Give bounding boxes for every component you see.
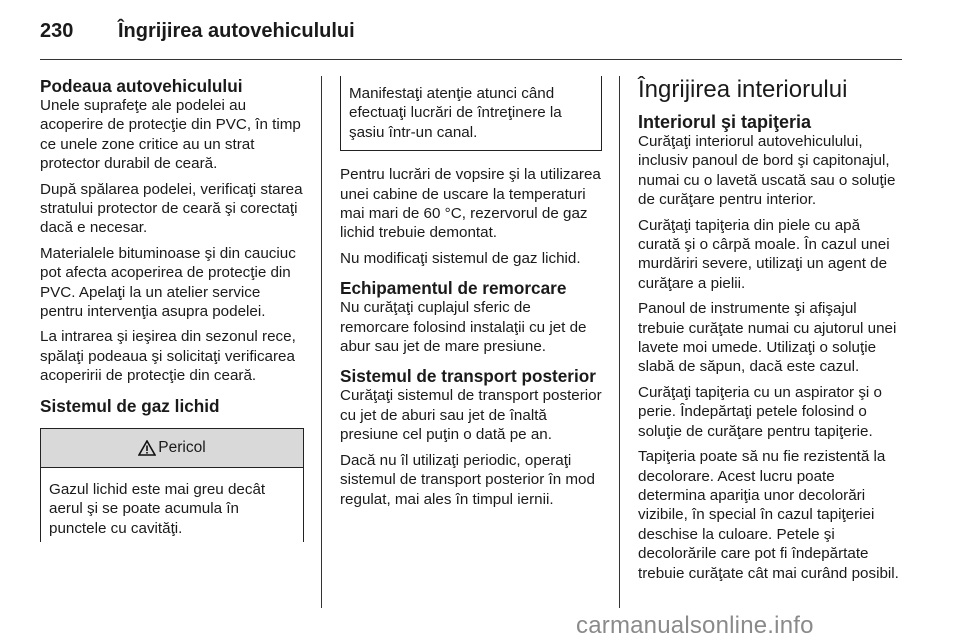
chapter-title: Îngrijirea autovehiculului [118, 20, 355, 42]
paragraph: Curăţaţi tapiţeria din piele cu apă curată şi o cârpă moale. În cazul unei murdăriri severe, utilizaţi un agent de curăţare a pielii. [638, 216, 890, 292]
section-title-lpg: Sistemul de gaz lichid [40, 395, 220, 416]
section-title-towing: Echipamentul de remorcare [340, 278, 567, 299]
warning-header [41, 428, 303, 468]
paragraph: Nu curăţaţi cuplajul sferic de remorcare folosind instalaţii cu jet de abur sau jet de mare presiune. [340, 299, 587, 356]
paragraph: După spălarea podelei, verificaţi starea stratului protector de ceară şi corectaţi dacă e necesar. [40, 180, 303, 237]
watermark: carmanualsonline.info [576, 612, 814, 639]
paragraph: Tapiţeria poate să nu fie rezistentă la decolorare. Acest lucru poate determina apariţia unor decolorări vizibile, în special în cazul tapiţeriei deschise la culoare. Petele şi decolorările care pot fi îndepărtate trebuie curăţate cât mai curând posibil. [638, 448, 899, 582]
note-box [340, 76, 602, 151]
warning-triangle-icon [138, 440, 156, 456]
paragraph: Materialele bituminoase şi din cauciuc pot afecta acoperirea de protecţie din PVC. Apelaţi la un atelier service pentru intervenţia asupra podelei. [40, 244, 296, 321]
page-header [40, 18, 902, 60]
paragraph: Unele suprafeţe ale podelei au acoperire de protecţie din PVC, în timp ce unele zone critice au un strat protector durabil de ceară. [40, 97, 301, 173]
paragraph: Curăţaţi interiorul autovehiculului, inclusiv panoul de bord şi capitonajul, numai cu o lavetă uscată sau o soluţie de curăţare pentru interior. [638, 133, 896, 209]
warning-title: Pericol [158, 438, 206, 456]
column-middle [340, 76, 602, 515]
paragraph: Curăţaţi tapiţeria cu un aspirator şi o perie. Îndepărtaţi petele folosind o soluţie de curăţare pentru tapiţerie. [638, 383, 882, 440]
warning-box [40, 428, 304, 542]
column-divider [619, 76, 620, 608]
warning-text: Gazul lichid este mai greu decât aerul şi se poate acumula în punctele cu cavităţi. [49, 480, 266, 537]
subsection-title-upholstery: Interiorul şi tapiţeria [638, 112, 812, 132]
page-number: 230 [40, 20, 74, 42]
section-title-floor: Podeaua autovehiculului [40, 76, 243, 96]
note-text: Manifestaţi atenţie atunci când efectuaţi lucrări de întreţinere la şasiu într-un canal. [349, 85, 562, 141]
paragraph: Panoul de instrumente şi afişajul trebuie curăţate numai cu ajutorul unei lavete moi umede. Utilizaţi o soluţie slabă de săpun, dacă este cazul. [638, 300, 897, 376]
column-right [638, 76, 902, 589]
paragraph: Nu modificaţi sistemul de gaz lichid. [340, 249, 581, 267]
paragraph: Curăţaţi sistemul de transport posterior cu jet de aburi sau jet de înaltă presiune cel puţin o dată pe an. [340, 387, 602, 444]
paragraph: Pentru lucrări de vopsire şi la utilizarea unei cabine de uscare la temperaturi mai mari de 60 °C, rezervorul de gaz lichid trebuie demontat. [340, 166, 601, 242]
section-title-interior: Îngrijirea interiorului [638, 76, 848, 103]
paragraph: La intrarea şi ieşirea din sezonul rece, spălaţi podeaua şi solicitaţi verificarea acoperirii de protecţie din ceară. [40, 328, 296, 385]
column-divider [321, 76, 322, 608]
section-title-rear-carrier: Sistemul de transport posterior [340, 366, 596, 387]
paragraph: Dacă nu îl utilizaţi periodic, operaţi sistemul de transport posterior în mod regulat, mai ales în timpul iernii. [340, 451, 595, 508]
column-left [40, 76, 304, 542]
